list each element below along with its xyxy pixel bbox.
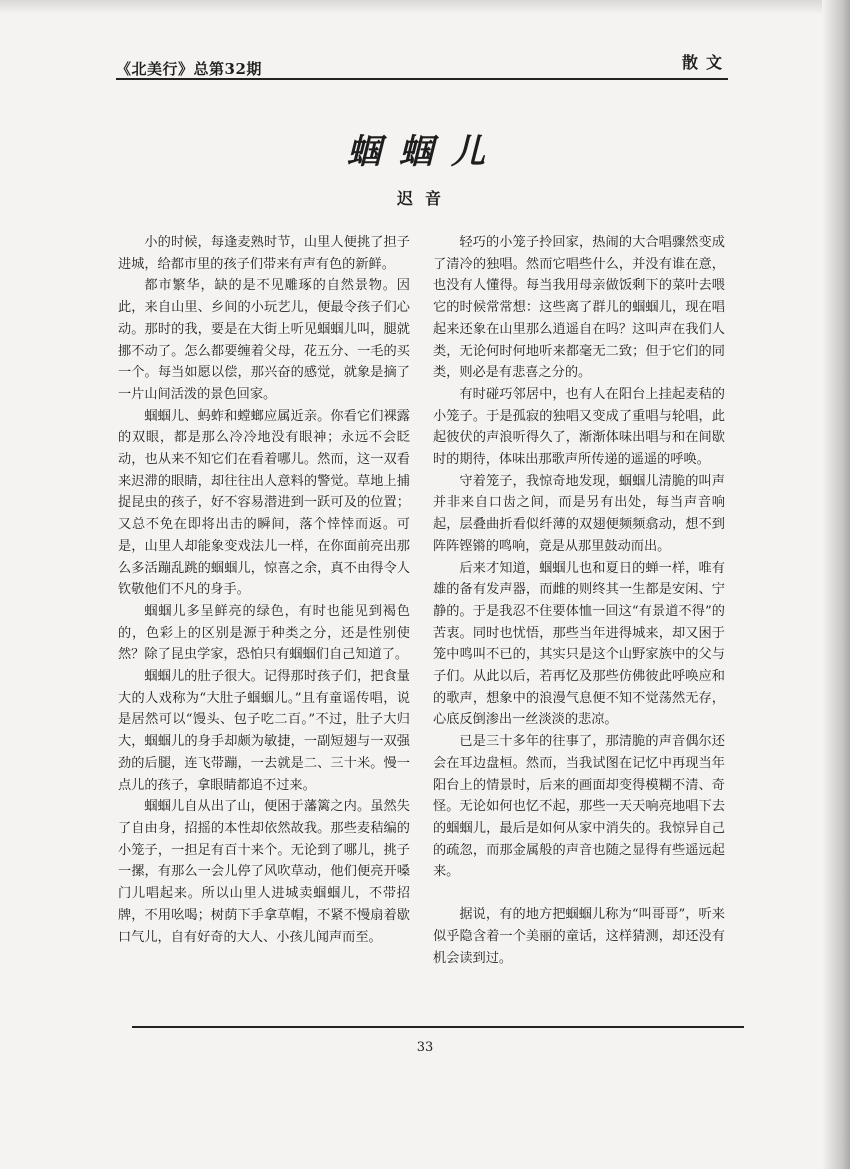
article-title: 蝈蝈儿	[347, 132, 503, 172]
paragraph: 有时碰巧邻居中，也有人在阳台上挂起麦秸的小笼子。于是孤寂的独唱又变成了重唱与轮唱，此起彼伏的声浪听得久了，渐渐体味出唱与和在间歇时的期待，体味出那歌声所传递的遥遥的呼唤。	[433, 386, 725, 468]
scan-shadow-top	[0, 0, 850, 14]
article-author: 迟音	[396, 189, 453, 208]
left-column	[118, 232, 410, 948]
paragraph: 轻巧的小笼子拎回家，热闹的大合唱骤然变成了清冷的独唱。然而它唱些什么，并没有谁在意，也没有人懂得。每当我用母亲做饭剩下的菜叶去喂它的时候常常想：这些离了群儿的蝈蝈儿，现在唱起来还象在山里那么逍遥自在吗？这叫声在我们人类，无论何时何地听来都毫无二致；但于它们的同类，则必是有悲喜之分的。	[433, 235, 725, 381]
page-number: 33	[416, 1040, 434, 1055]
paragraph: 已是三十多年的往事了，那清脆的声音偶尔还会在耳边盘桓。然而，当我试图在记忆中再现当年阳台上的情景时，后来的画面却变得模糊不清、奇怪。无论如何也忆不起，那些一天天响亮地唱下去的蝈蝈儿，最后是如何从家中消失的。我惊异自己的疏忽，而那金属般的声音也随之显得有些遥远起来。	[433, 734, 725, 880]
paragraph: 都市繁华，缺的是不见雕琢的自然景物。因此，来自山里、乡间的小玩艺儿，便最令孩子们心动。那时的我，要是在大街上听见蝈蝈儿叫，腿就挪不动了。怎么都要缠着父母，花五分、一毛的买一个。每当如愿以偿，那兴奋的感觉，就象是摘了一片山间活泼的景色回家。	[118, 278, 410, 402]
publication-issue: 《北美行》总第32期	[116, 60, 262, 78]
paragraph: 蝈蝈儿多呈鲜亮的绿色，有时也能见到褐色的，色彩上的区别是源于种类之分，还是性别使然？除了昆虫学家，恐怕只有蝈蝈们自己知道了。	[118, 603, 410, 663]
paragraph: 蝈蝈儿自从出了山，便困于藩篱之内。虽然失了自由身，招摇的本性却依然故我。那些麦秸编的小笼子，一担足有百十来个。无论到了哪儿，挑子一摞，有那么一会儿停了风吹草动，他们便亮开嗓门儿唱起来。所以山里人进城卖蝈蝈儿，不带招牌，不用吆喝；树荫下手拿草帽，不紧不慢扇着歇口气儿，自有好奇的大人、小孩儿闻声而至。	[118, 799, 410, 945]
scan-shadow-right	[822, 0, 850, 1169]
paragraph: 后来才知道，蝈蝈儿也和夏日的蝉一样，唯有雄的备有发声器，而雌的则终其一生都是安闲、宁静的。于是我忍不住要体恤一回这“有景道不得”的苦衷。同时也忧悟，那些当年进得城来，却又困于笼中鸣叫不已的，其实只是这个山野家族中的父与子们。从此以后，若再忆及那些仿佛彼此呼唤应和的歌声，想象中的浪漫气息便不知不觉荡然无存，心底反倒渗出一丝淡淡的悲凉。	[433, 560, 725, 728]
paragraph: 据说，有的地方把蝈蝈儿称为“叫哥哥”，听来似乎隐含着一个美丽的童话，这样猜测，却还没有机会读到过。	[433, 907, 725, 966]
footer-divider	[132, 1026, 744, 1028]
right-column	[433, 232, 725, 969]
paragraph: 小的时候，每逢麦熟时节，山里人便挑了担子进城，给都市里的孩子们带来有声有色的新鲜。	[118, 235, 410, 272]
section-label: 散文	[682, 53, 731, 72]
header-divider	[116, 78, 728, 80]
paragraph: 蝈蝈儿、蚂蚱和螳螂应属近亲。你看它们裸露的双眼，都是那么冷冷地没有眼神；永远不会眨动，也从来不知它们在看着哪儿。然而，这一双看来迟滞的眼睛，却往往出人意料的警觉。草地上捕捉昆虫的孩子，好不容易潜进到一跃可及的位置；又总不免在即将出击的瞬间，落个悻悻而返。可是，山里人却能象变戏法儿一样，在你面前亮出那么多活蹦乱跳的蝈蝈儿，惊喜之余，真不由得令人钦敬他们不凡的身手。	[118, 408, 410, 598]
paragraph: 守着笼子，我惊奇地发现，蝈蝈儿清脆的叫声并非来自口齿之间，而是另有出处，每当声音响起，层叠曲折看似纤薄的双翅便频频翕动，想不到阵阵铿锵的鸣响，竟是从那里鼓动而出。	[433, 473, 725, 554]
paragraph: 蝈蝈儿的肚子很大。记得那时孩子们，把食量大的人戏称为“大肚子蝈蝈儿。”且有童谣传唱，说是居然可以“馒头、包子吃二百。”不过，肚子大归大，蝈蝈儿的身手却颇为敏捷，一副短翅与一双强劲的后腿，连飞带蹦，一去就是二、三十米。慢一点儿的孩子，拿眼睛都追不过来。	[118, 669, 410, 793]
